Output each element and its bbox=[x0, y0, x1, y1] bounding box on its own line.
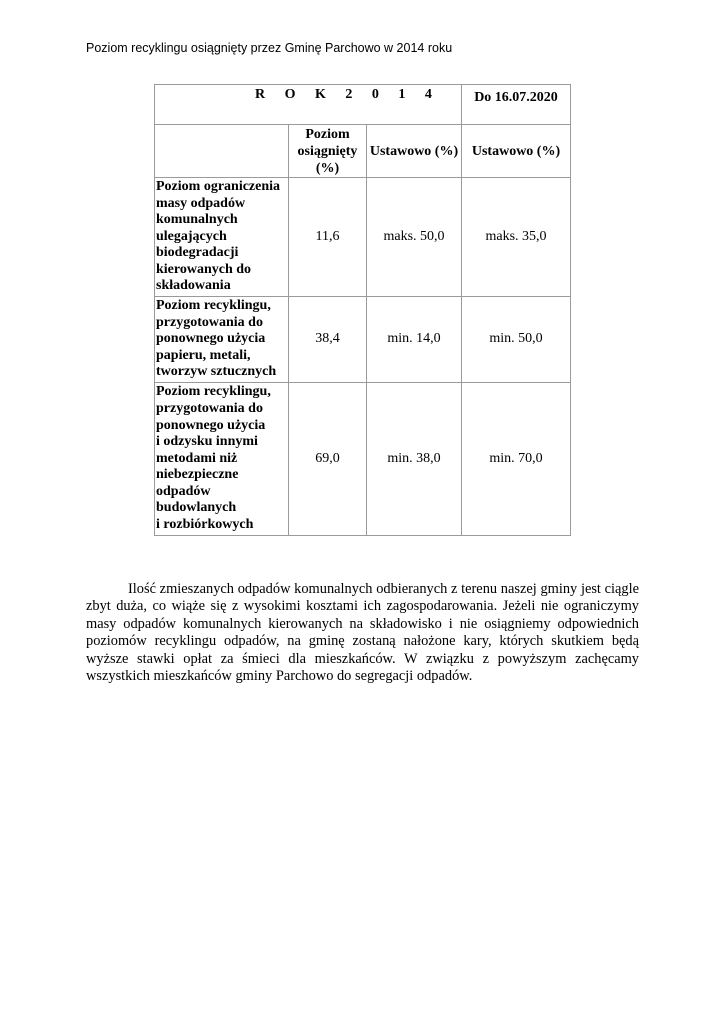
row-label-line: ulegających bbox=[156, 228, 227, 244]
row-label-line: Poziom ograniczenia bbox=[156, 178, 281, 194]
row-label bbox=[155, 383, 289, 536]
row-label-line: przygotowania do bbox=[156, 400, 263, 416]
target-value: maks. 35,0 bbox=[462, 178, 571, 297]
statutory-value: min. 38,0 bbox=[367, 383, 462, 536]
page-header: Poziom recyklingu osiągnięty przez Gminę Parchowo w 2014 roku bbox=[86, 41, 453, 55]
row-label-line: komunalnych bbox=[156, 212, 238, 228]
table-row bbox=[155, 383, 571, 536]
year-heading: R O K 2 0 1 4 bbox=[155, 85, 462, 125]
row-label-line: ponownego użycia bbox=[156, 417, 266, 433]
row-label-line: ponownego użycia bbox=[156, 331, 266, 347]
empty-header-cell bbox=[155, 125, 289, 178]
column-header-achieved: Poziom osiągnięty (%) bbox=[289, 125, 367, 178]
table-heading-row bbox=[155, 85, 571, 125]
row-label-line: i rozbiórkowych bbox=[156, 517, 254, 533]
column-header-row bbox=[155, 125, 571, 178]
row-label-line: przygotowania do bbox=[156, 314, 263, 330]
target-value: min. 70,0 bbox=[462, 383, 571, 536]
achieved-value: 11,6 bbox=[289, 178, 367, 297]
row-label-line: tworzyw sztucznych bbox=[156, 364, 277, 380]
row-label-line: odpadów bbox=[156, 483, 211, 499]
row-label-line: i odzysku innymi bbox=[156, 434, 258, 450]
row-label-line: masy odpadów bbox=[156, 195, 246, 211]
deadline-heading: Do 16.07.2020 bbox=[462, 85, 571, 125]
achieved-value: 69,0 bbox=[289, 383, 367, 536]
body-paragraph: Ilość zmieszanych odpadów komunalnych odbieranych z terenu naszej gminy jest ciągle zbyt duża, co wiąże się z wysokimi kosztami ich zagospodarowania. Jeżeli nie ograniczymy masy odpadów komunalnych kierowanych na składowisko i nie osiągniemy odpowiednich poziomów recyklingu odpadów, na gminę zostaną nałożone kary, których skutkiem będą wyższe stawki opłat za śmieci dla mieszkańców. W związku z powyższym zachęcamy wszystkich mieszkańców gminy Parchowo do segregacji odpadów. bbox=[86, 581, 639, 685]
row-label-line: składowania bbox=[156, 278, 231, 294]
recycling-table bbox=[154, 84, 571, 536]
row-label-line: budowlanych bbox=[156, 500, 237, 516]
column-header-target: Ustawowo (%) bbox=[462, 125, 571, 178]
table-row bbox=[155, 178, 571, 297]
row-label-line: metodami niż bbox=[156, 450, 238, 466]
row-label bbox=[155, 178, 289, 297]
target-value: min. 50,0 bbox=[462, 297, 571, 383]
row-label-line: Poziom recyklingu, bbox=[156, 298, 271, 314]
row-label bbox=[155, 297, 289, 383]
table-row bbox=[155, 297, 571, 383]
row-label-line: niebezpieczne bbox=[156, 467, 239, 483]
row-label-line: papieru, metali, bbox=[156, 347, 251, 363]
column-header-statutory: Ustawowo (%) bbox=[367, 125, 462, 178]
row-label-line: Poziom recyklingu, bbox=[156, 384, 271, 400]
row-label-line: biodegradacji bbox=[156, 245, 239, 261]
statutory-value: maks. 50,0 bbox=[367, 178, 462, 297]
achieved-value: 38,4 bbox=[289, 297, 367, 383]
statutory-value: min. 14,0 bbox=[367, 297, 462, 383]
row-label-line: kierowanych do bbox=[156, 261, 252, 277]
